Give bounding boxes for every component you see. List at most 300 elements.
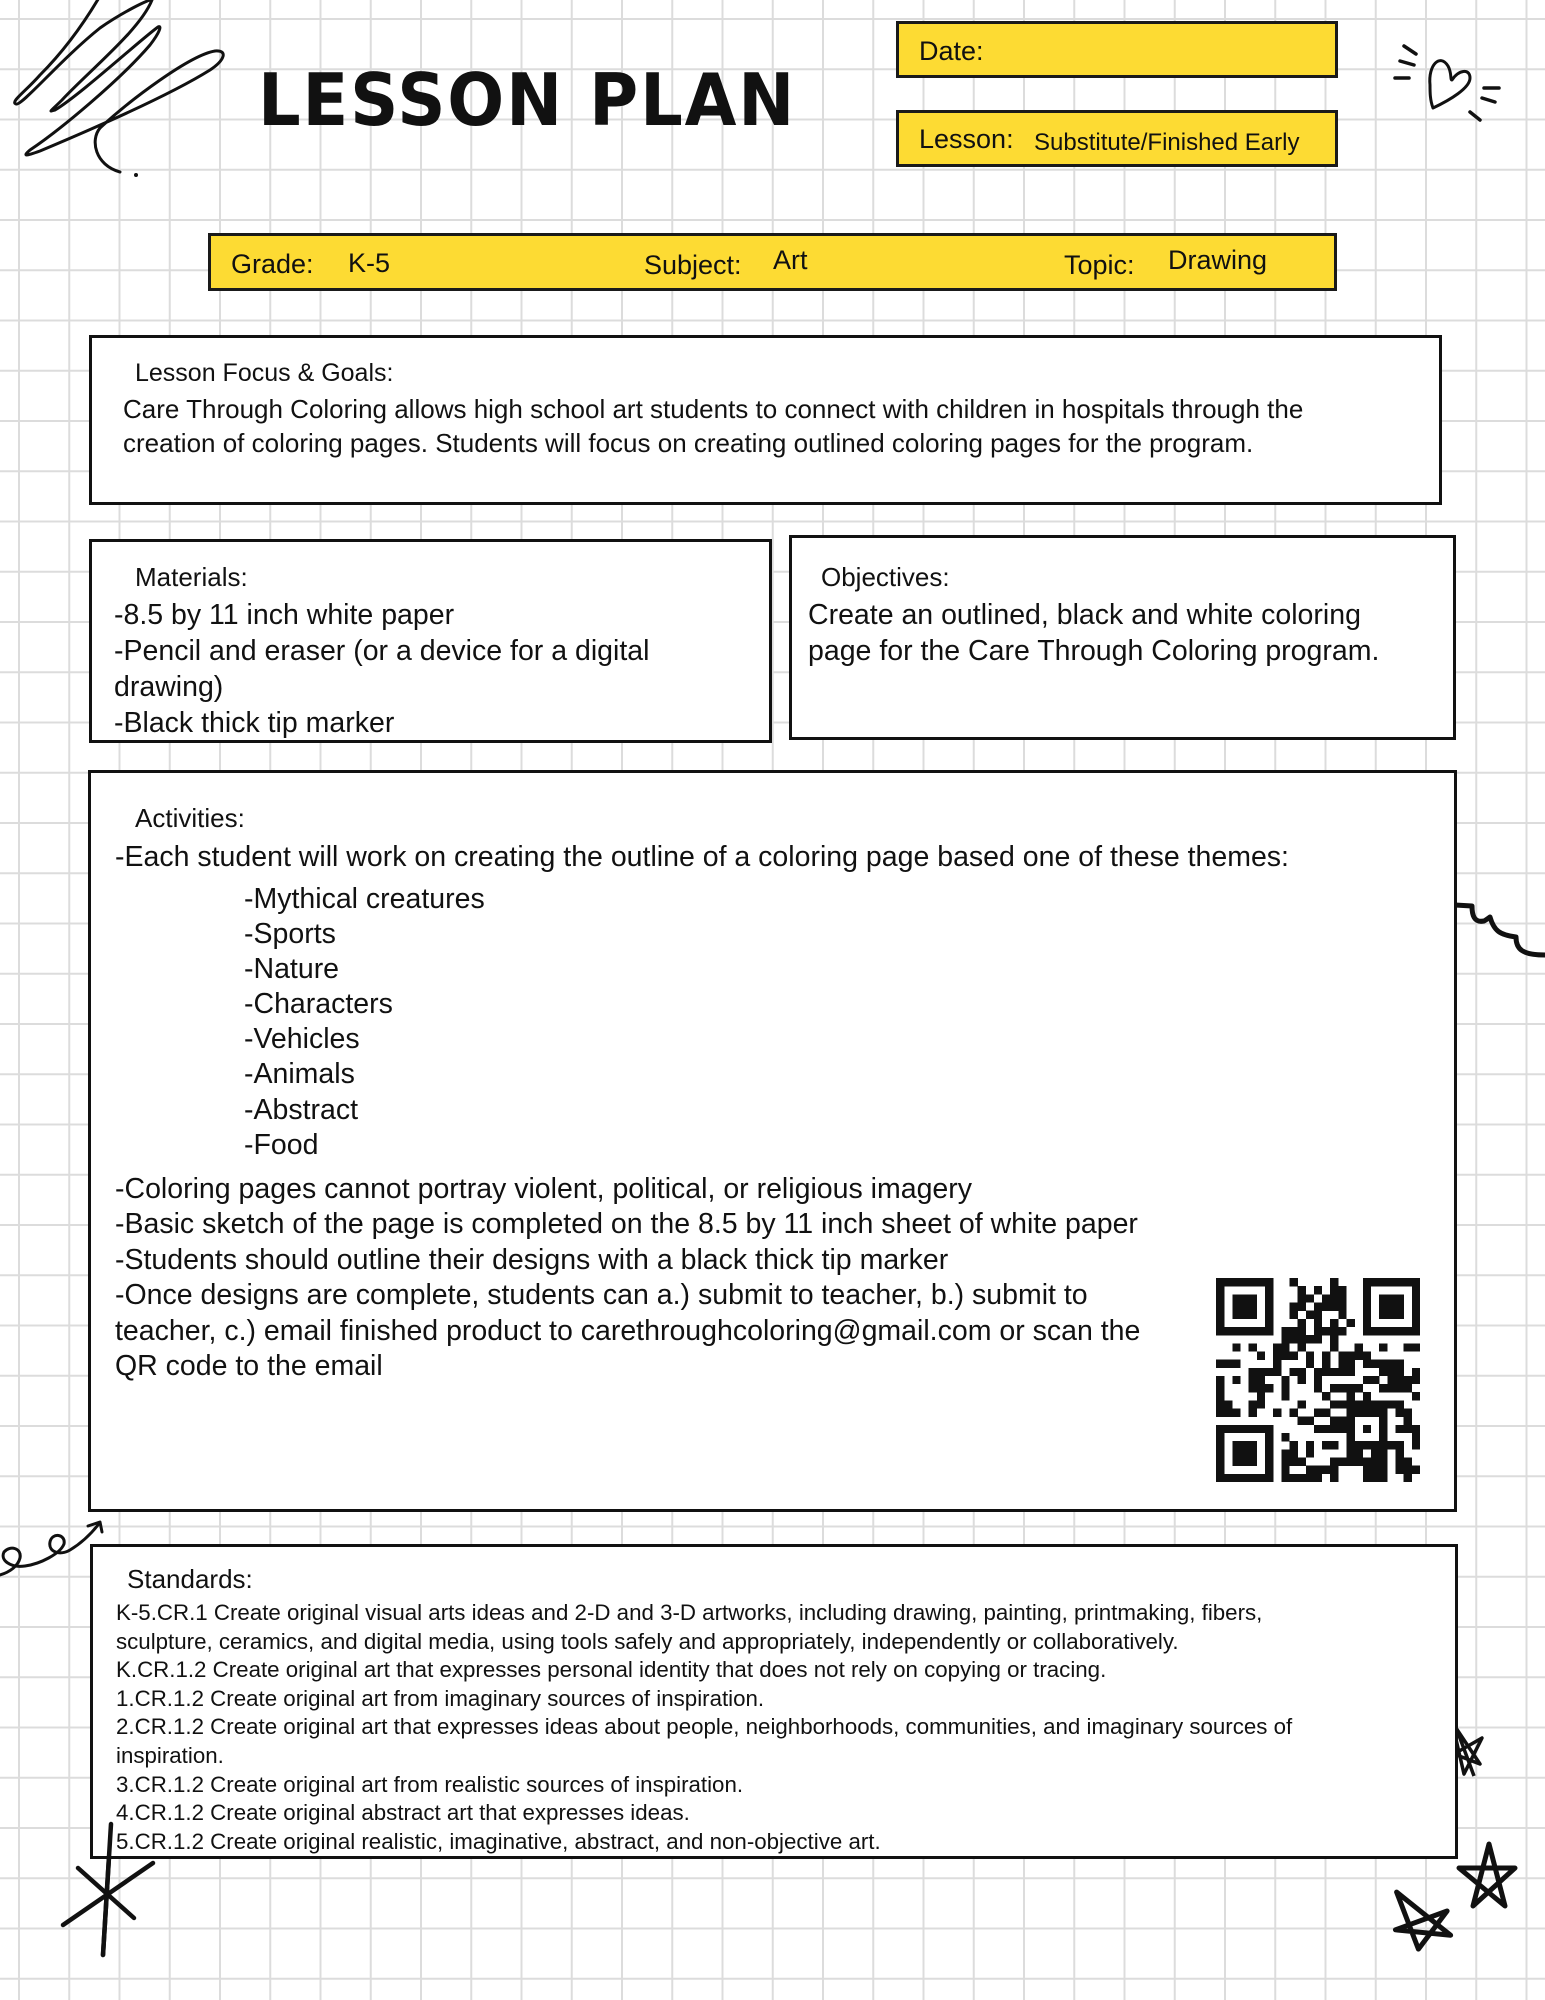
rule-item: QR code to the email bbox=[115, 1350, 383, 1383]
qr-module bbox=[1322, 1392, 1330, 1400]
materials-item: -Black thick tip marker bbox=[114, 707, 395, 739]
qr-module bbox=[1355, 1400, 1363, 1408]
qr-module bbox=[1363, 1474, 1371, 1482]
rule-item: -Coloring pages cannot portray violent, political, or religious imagery bbox=[115, 1173, 973, 1205]
qr-module bbox=[1314, 1327, 1322, 1335]
qr-module bbox=[1289, 1335, 1297, 1343]
qr-module bbox=[1289, 1368, 1297, 1376]
qr-module bbox=[1232, 1327, 1240, 1335]
qr-module bbox=[1216, 1458, 1224, 1466]
qr-module bbox=[1314, 1311, 1322, 1319]
qr-module bbox=[1396, 1327, 1404, 1335]
objectives-section bbox=[789, 535, 1456, 740]
qr-module bbox=[1387, 1360, 1395, 1368]
qr-module bbox=[1232, 1441, 1240, 1449]
theme-item: -Vehicles bbox=[244, 1023, 360, 1056]
materials-item: -8.5 by 11 inch white paper bbox=[114, 599, 455, 631]
qr-module bbox=[1249, 1343, 1257, 1351]
qr-module bbox=[1273, 1409, 1281, 1417]
qr-module bbox=[1314, 1384, 1322, 1392]
qr-module bbox=[1249, 1311, 1257, 1319]
qr-module bbox=[1379, 1474, 1387, 1482]
qr-module bbox=[1363, 1376, 1371, 1384]
qr-module bbox=[1330, 1400, 1338, 1408]
qr-module bbox=[1371, 1327, 1379, 1335]
qr-module bbox=[1298, 1327, 1306, 1335]
qr-module bbox=[1404, 1327, 1412, 1335]
qr-module bbox=[1379, 1327, 1387, 1335]
qr-module bbox=[1314, 1425, 1322, 1433]
qr-module bbox=[1289, 1458, 1297, 1466]
qr-module bbox=[1412, 1278, 1420, 1286]
qr-module bbox=[1347, 1368, 1355, 1376]
qr-module bbox=[1240, 1474, 1248, 1482]
qr-module bbox=[1257, 1278, 1265, 1286]
qr-module bbox=[1265, 1449, 1273, 1457]
topic-label: Topic: bbox=[1064, 250, 1135, 280]
qr-module bbox=[1265, 1425, 1273, 1433]
materials-item: -Pencil and eraser (or a device for a digital bbox=[114, 635, 650, 667]
qr-module bbox=[1412, 1466, 1420, 1474]
date-label: Date: bbox=[919, 36, 984, 66]
qr-module bbox=[1387, 1311, 1395, 1319]
qr-module bbox=[1249, 1302, 1257, 1310]
rule-item: -Once designs are complete, students can a.) submit to teacher, b.) submit to bbox=[115, 1279, 1088, 1312]
qr-module bbox=[1298, 1335, 1306, 1343]
rule-item: -Students should outline their designs with a black thick tip marker bbox=[115, 1243, 949, 1276]
qr-module bbox=[1249, 1294, 1257, 1302]
qr-module bbox=[1257, 1351, 1265, 1359]
rule-item: teacher, c.) email finished product to carethroughcoloring@gmail.com or scan the bbox=[115, 1314, 1141, 1347]
qr-code-icon[interactable] bbox=[1216, 1278, 1420, 1482]
qr-module bbox=[1249, 1441, 1257, 1449]
qr-module bbox=[1379, 1278, 1387, 1286]
qr-module bbox=[1257, 1425, 1265, 1433]
qr-module bbox=[1330, 1417, 1338, 1425]
qr-module bbox=[1216, 1360, 1224, 1368]
qr-module bbox=[1298, 1400, 1306, 1408]
qr-module bbox=[1404, 1425, 1412, 1433]
qr-module bbox=[1338, 1417, 1346, 1425]
qr-module bbox=[1338, 1384, 1346, 1392]
qr-module bbox=[1396, 1449, 1404, 1457]
objectives-text bbox=[808, 597, 1379, 669]
qr-module bbox=[1404, 1409, 1412, 1417]
qr-module bbox=[1379, 1449, 1387, 1457]
qr-module bbox=[1404, 1278, 1412, 1286]
qr-module bbox=[1224, 1327, 1232, 1335]
qr-module bbox=[1412, 1425, 1420, 1433]
qr-module bbox=[1298, 1376, 1306, 1384]
qr-module bbox=[1216, 1441, 1224, 1449]
activities-rules bbox=[115, 1172, 1140, 1384]
qr-module bbox=[1338, 1286, 1346, 1294]
qr-module bbox=[1281, 1351, 1289, 1359]
qr-module bbox=[1249, 1425, 1257, 1433]
qr-module bbox=[1330, 1474, 1338, 1482]
qr-module bbox=[1347, 1400, 1355, 1408]
qr-module bbox=[1298, 1474, 1306, 1482]
date-field[interactable] bbox=[896, 21, 1338, 78]
qr-module bbox=[1281, 1466, 1289, 1474]
qr-module bbox=[1249, 1474, 1257, 1482]
objectives-line: page for the Care Through Coloring program. bbox=[808, 635, 1380, 667]
qr-module bbox=[1379, 1458, 1387, 1466]
qr-module bbox=[1379, 1425, 1387, 1433]
qr-module bbox=[1404, 1384, 1412, 1392]
qr-module bbox=[1371, 1400, 1379, 1408]
qr-module bbox=[1330, 1302, 1338, 1310]
qr-module bbox=[1306, 1294, 1314, 1302]
qr-module bbox=[1347, 1425, 1355, 1433]
qr-module bbox=[1249, 1376, 1257, 1384]
info-bar bbox=[208, 233, 1337, 291]
qr-module bbox=[1240, 1441, 1248, 1449]
qr-module bbox=[1249, 1368, 1257, 1376]
qr-module bbox=[1224, 1278, 1232, 1286]
qr-module bbox=[1281, 1449, 1289, 1457]
qr-module bbox=[1371, 1449, 1379, 1457]
qr-module bbox=[1322, 1327, 1330, 1335]
qr-module bbox=[1289, 1327, 1297, 1335]
qr-module bbox=[1314, 1474, 1322, 1482]
qr-module bbox=[1396, 1384, 1404, 1392]
qr-module bbox=[1330, 1294, 1338, 1302]
qr-module bbox=[1298, 1343, 1306, 1351]
qr-module bbox=[1216, 1294, 1224, 1302]
qr-module bbox=[1412, 1433, 1420, 1441]
qr-module bbox=[1232, 1294, 1240, 1302]
qr-module bbox=[1240, 1278, 1248, 1286]
qr-module bbox=[1257, 1368, 1265, 1376]
qr-module bbox=[1347, 1433, 1355, 1441]
qr-module bbox=[1249, 1458, 1257, 1466]
qr-module bbox=[1404, 1458, 1412, 1466]
wavy-line-doodle-icon bbox=[1450, 895, 1545, 990]
qr-module bbox=[1396, 1466, 1404, 1474]
qr-module bbox=[1371, 1458, 1379, 1466]
qr-module bbox=[1412, 1376, 1420, 1384]
qr-module bbox=[1265, 1319, 1273, 1327]
qr-module bbox=[1216, 1409, 1224, 1417]
qr-module bbox=[1330, 1458, 1338, 1466]
qr-module bbox=[1306, 1474, 1314, 1482]
qr-module bbox=[1289, 1311, 1297, 1319]
qr-module bbox=[1347, 1449, 1355, 1457]
subject-value[interactable]: Art bbox=[773, 245, 808, 275]
qr-module bbox=[1298, 1286, 1306, 1294]
qr-module bbox=[1265, 1441, 1273, 1449]
qr-module bbox=[1412, 1302, 1420, 1310]
qr-module bbox=[1273, 1343, 1281, 1351]
qr-module bbox=[1330, 1335, 1338, 1343]
standard-line: inspiration. bbox=[116, 1742, 224, 1768]
qr-module bbox=[1412, 1294, 1420, 1302]
qr-module bbox=[1281, 1376, 1289, 1384]
qr-module bbox=[1363, 1319, 1371, 1327]
standard-line: K-5.CR.1 Create original visual arts ideas and 2-D and 3-D artworks, including drawing, painting, printmaking, fibers, bbox=[116, 1600, 1263, 1625]
qr-module bbox=[1379, 1466, 1387, 1474]
qr-module bbox=[1379, 1441, 1387, 1449]
qr-module bbox=[1257, 1384, 1265, 1392]
qr-module bbox=[1240, 1294, 1248, 1302]
qr-module bbox=[1249, 1409, 1257, 1417]
qr-module bbox=[1387, 1384, 1395, 1392]
qr-module bbox=[1216, 1302, 1224, 1310]
qr-module bbox=[1396, 1294, 1404, 1302]
lesson-value: Substitute/Finished Early bbox=[1034, 129, 1300, 156]
objectives-heading: Objectives: bbox=[821, 562, 950, 592]
qr-module bbox=[1330, 1327, 1338, 1335]
materials-heading: Materials: bbox=[135, 562, 248, 592]
qr-module bbox=[1314, 1368, 1322, 1376]
qr-module bbox=[1387, 1400, 1395, 1408]
qr-module bbox=[1330, 1286, 1338, 1294]
activities-heading: Activities: bbox=[135, 803, 245, 833]
qr-module bbox=[1363, 1425, 1371, 1433]
qr-module bbox=[1330, 1319, 1338, 1327]
theme-item: -Sports bbox=[244, 918, 336, 951]
qr-module bbox=[1265, 1327, 1273, 1335]
qr-module bbox=[1281, 1384, 1289, 1392]
qr-module bbox=[1347, 1384, 1355, 1392]
qr-module bbox=[1265, 1302, 1273, 1310]
qr-module bbox=[1265, 1466, 1273, 1474]
qr-module bbox=[1355, 1449, 1363, 1457]
qr-module bbox=[1338, 1351, 1346, 1359]
standards-heading: Standards: bbox=[127, 1564, 253, 1594]
lesson-focus-heading: Lesson Focus & Goals: bbox=[135, 359, 394, 387]
qr-module bbox=[1216, 1425, 1224, 1433]
qr-module bbox=[1265, 1368, 1273, 1376]
qr-module bbox=[1216, 1433, 1224, 1441]
qr-module bbox=[1240, 1311, 1248, 1319]
qr-module bbox=[1224, 1409, 1232, 1417]
qr-module bbox=[1240, 1327, 1248, 1335]
qr-module bbox=[1298, 1368, 1306, 1376]
qr-module bbox=[1363, 1351, 1371, 1359]
qr-module bbox=[1363, 1360, 1371, 1368]
qr-module bbox=[1404, 1417, 1412, 1425]
qr-module bbox=[1387, 1302, 1395, 1310]
qr-module bbox=[1347, 1409, 1355, 1417]
qr-module bbox=[1347, 1417, 1355, 1425]
qr-module bbox=[1232, 1278, 1240, 1286]
qr-module bbox=[1412, 1286, 1420, 1294]
qr-module bbox=[1224, 1360, 1232, 1368]
qr-module bbox=[1355, 1441, 1363, 1449]
qr-module bbox=[1216, 1376, 1224, 1384]
qr-module bbox=[1216, 1449, 1224, 1457]
qr-module bbox=[1232, 1425, 1240, 1433]
qr-module bbox=[1363, 1311, 1371, 1319]
qr-module bbox=[1379, 1409, 1387, 1417]
qr-module bbox=[1363, 1302, 1371, 1310]
qr-module bbox=[1363, 1286, 1371, 1294]
qr-module bbox=[1265, 1294, 1273, 1302]
qr-module bbox=[1232, 1458, 1240, 1466]
qr-module bbox=[1257, 1400, 1265, 1408]
standard-line: 3.CR.1.2 Create original art from realistic sources of inspiration. bbox=[116, 1771, 744, 1797]
qr-module bbox=[1396, 1400, 1404, 1408]
qr-module bbox=[1249, 1278, 1257, 1286]
grade-value[interactable]: K-5 bbox=[348, 248, 391, 278]
qr-module bbox=[1347, 1351, 1355, 1359]
qr-module bbox=[1240, 1425, 1248, 1433]
topic-value[interactable]: Drawing bbox=[1168, 245, 1268, 275]
qr-module bbox=[1257, 1376, 1265, 1384]
lesson-focus-line: Care Through Coloring allows high school art students to connect with children in hospitals through the bbox=[123, 394, 1304, 424]
qr-module bbox=[1371, 1278, 1379, 1286]
qr-module bbox=[1289, 1409, 1297, 1417]
qr-module bbox=[1306, 1466, 1314, 1474]
themes-list bbox=[244, 882, 485, 1163]
qr-module bbox=[1216, 1286, 1224, 1294]
qr-module bbox=[1330, 1368, 1338, 1376]
qr-module bbox=[1273, 1368, 1281, 1376]
qr-module bbox=[1232, 1376, 1240, 1384]
qr-module bbox=[1257, 1327, 1265, 1335]
qr-module bbox=[1355, 1409, 1363, 1417]
qr-module bbox=[1404, 1466, 1412, 1474]
qr-module bbox=[1216, 1319, 1224, 1327]
qr-module bbox=[1387, 1441, 1395, 1449]
qr-module bbox=[1371, 1474, 1379, 1482]
qr-module bbox=[1240, 1458, 1248, 1466]
qr-module bbox=[1322, 1466, 1330, 1474]
qr-module bbox=[1322, 1425, 1330, 1433]
qr-module bbox=[1338, 1311, 1346, 1319]
qr-module bbox=[1363, 1466, 1371, 1474]
qr-module bbox=[1249, 1384, 1257, 1392]
qr-module bbox=[1265, 1278, 1273, 1286]
qr-module bbox=[1216, 1278, 1224, 1286]
qr-module bbox=[1396, 1425, 1404, 1433]
qr-module bbox=[1281, 1458, 1289, 1466]
qr-module bbox=[1379, 1294, 1387, 1302]
standard-line: sculpture, ceramics, and digital media, using tools safely and appropriately, independently or collaboratively. bbox=[116, 1628, 1179, 1654]
qr-module bbox=[1387, 1278, 1395, 1286]
lesson-field[interactable] bbox=[896, 110, 1338, 167]
qr-module bbox=[1379, 1384, 1387, 1392]
qr-module bbox=[1232, 1343, 1240, 1351]
qr-module bbox=[1265, 1384, 1273, 1392]
theme-item: -Abstract bbox=[244, 1093, 359, 1126]
activities-intro: -Each student will work on creating the outline of a coloring page based one of these themes: bbox=[115, 841, 1289, 873]
qr-module bbox=[1412, 1311, 1420, 1319]
theme-item: -Mythical creatures bbox=[244, 883, 485, 915]
qr-module bbox=[1314, 1409, 1322, 1417]
qr-module bbox=[1216, 1384, 1224, 1392]
qr-module bbox=[1396, 1360, 1404, 1368]
qr-module bbox=[1396, 1302, 1404, 1310]
qr-module bbox=[1412, 1327, 1420, 1335]
qr-module bbox=[1371, 1409, 1379, 1417]
qr-module bbox=[1216, 1327, 1224, 1335]
qr-module bbox=[1338, 1425, 1346, 1433]
qr-module bbox=[1387, 1376, 1395, 1384]
qr-module bbox=[1379, 1302, 1387, 1310]
qr-module bbox=[1322, 1368, 1330, 1376]
theme-item: -Characters bbox=[244, 988, 393, 1021]
qr-module bbox=[1298, 1417, 1306, 1425]
qr-module bbox=[1379, 1368, 1387, 1376]
qr-module bbox=[1306, 1311, 1314, 1319]
qr-module bbox=[1330, 1343, 1338, 1351]
qr-module bbox=[1322, 1351, 1330, 1359]
standard-line: K.CR.1.2 Create original art that expresses personal identity that does not rely on copying or tracing. bbox=[116, 1657, 1107, 1683]
qr-module bbox=[1371, 1360, 1379, 1368]
qr-module bbox=[1379, 1417, 1387, 1425]
qr-module bbox=[1289, 1302, 1297, 1310]
qr-module bbox=[1322, 1294, 1330, 1302]
qr-module bbox=[1224, 1400, 1232, 1408]
qr-module bbox=[1249, 1327, 1257, 1335]
qr-module bbox=[1322, 1302, 1330, 1310]
qr-module bbox=[1363, 1400, 1371, 1408]
qr-module bbox=[1404, 1343, 1412, 1351]
star-doodle-icon bbox=[1390, 1880, 1460, 1955]
qr-module bbox=[1289, 1351, 1297, 1359]
qr-module bbox=[1314, 1319, 1322, 1327]
lesson-focus-line: creation of coloring pages. Students will focus on creating outlined coloring pages for the program. bbox=[123, 428, 1254, 458]
qr-module bbox=[1232, 1474, 1240, 1482]
lesson-focus-section bbox=[89, 335, 1442, 505]
qr-module bbox=[1314, 1302, 1322, 1310]
qr-module bbox=[1306, 1417, 1314, 1425]
qr-module bbox=[1355, 1351, 1363, 1359]
qr-module bbox=[1249, 1400, 1257, 1408]
qr-module bbox=[1289, 1278, 1297, 1286]
qr-module bbox=[1396, 1311, 1404, 1319]
qr-module bbox=[1224, 1474, 1232, 1482]
qr-module bbox=[1314, 1286, 1322, 1294]
theme-item: -Food bbox=[244, 1128, 319, 1161]
qr-module bbox=[1216, 1466, 1224, 1474]
qr-module bbox=[1371, 1376, 1379, 1384]
qr-module bbox=[1338, 1360, 1346, 1368]
qr-module bbox=[1232, 1449, 1240, 1457]
qr-module bbox=[1404, 1376, 1412, 1384]
theme-item: -Nature bbox=[244, 953, 340, 986]
qr-module bbox=[1273, 1360, 1281, 1368]
qr-module bbox=[1387, 1368, 1395, 1376]
qr-module bbox=[1404, 1474, 1412, 1482]
rule-item: -Basic sketch of the page is completed on the 8.5 by 11 inch sheet of white paper bbox=[115, 1208, 1138, 1241]
qr-module bbox=[1216, 1474, 1224, 1482]
qr-module bbox=[1265, 1311, 1273, 1319]
objectives-line: Create an outlined, black and white coloring bbox=[808, 599, 1361, 631]
qr-module bbox=[1314, 1376, 1322, 1384]
qr-module bbox=[1396, 1376, 1404, 1384]
qr-module bbox=[1240, 1302, 1248, 1310]
qr-module bbox=[1379, 1433, 1387, 1441]
qr-module bbox=[1257, 1474, 1265, 1482]
qr-module bbox=[1363, 1441, 1371, 1449]
qr-module bbox=[1306, 1449, 1314, 1457]
page-title: LESSON PLAN bbox=[258, 58, 797, 142]
qr-module bbox=[1298, 1302, 1306, 1310]
qr-module bbox=[1396, 1441, 1404, 1449]
qr-module bbox=[1240, 1449, 1248, 1457]
qr-module bbox=[1363, 1294, 1371, 1302]
qr-module bbox=[1298, 1294, 1306, 1302]
grade-label: Grade: bbox=[231, 249, 314, 279]
qr-module bbox=[1338, 1458, 1346, 1466]
qr-module bbox=[1298, 1319, 1306, 1327]
qr-module bbox=[1330, 1441, 1338, 1449]
qr-module bbox=[1232, 1302, 1240, 1310]
